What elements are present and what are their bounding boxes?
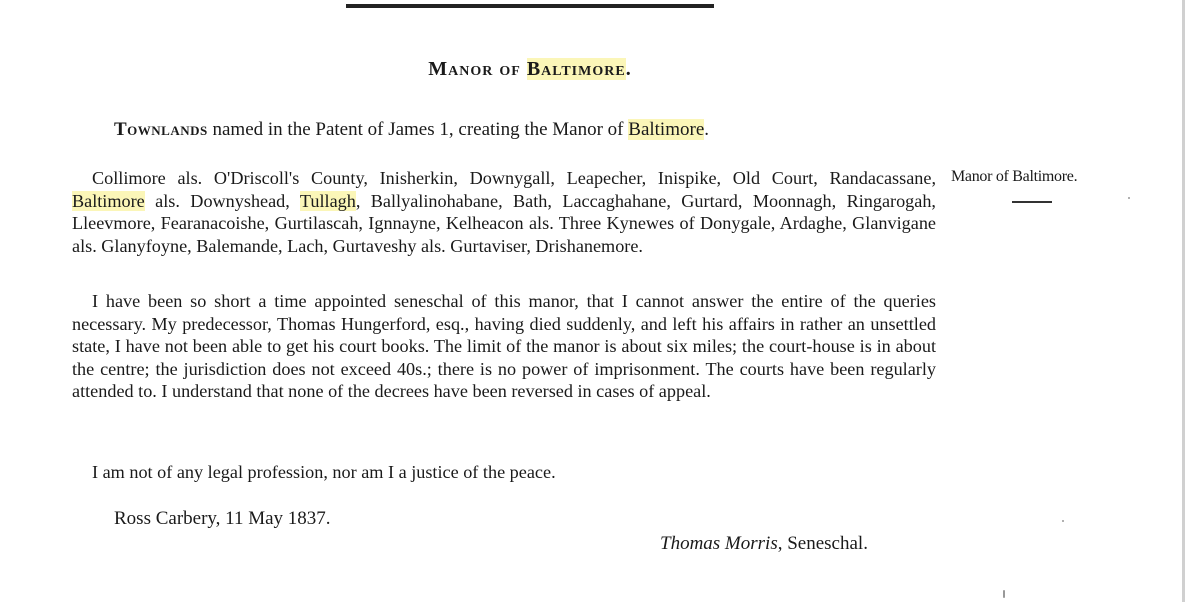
signature xyxy=(660,533,868,555)
scan-speck xyxy=(1062,520,1064,522)
scan-speck xyxy=(1003,590,1005,598)
townlands-list-part3: , Ballyalinohabane, Bath, Laccaghahane, Gurtard, Moonnagh, Ringarogah, Lleevmore, Fearanacoishe, Gurtilascah, Ignnayne, Kelheacon als. Three Kynewes of Donygale, Ardaghe, Glanvigane als. Glanyfoyne, Balemande, Lach, Gurtaveshy als. Gurtaviser, Drishanemore. xyxy=(72,190,936,256)
townlands-heading-suffix: . xyxy=(704,119,709,140)
townlands-list-part2: als. Downyshead, xyxy=(144,190,300,211)
scan-speck xyxy=(1128,197,1130,199)
profession-statement: I am not of any legal profession, nor am I a justice of the peace. xyxy=(92,462,556,482)
place-date: Ross Carbery, 11 May 1837. xyxy=(114,508,331,529)
townlands-lead-word: Townlands xyxy=(114,119,208,140)
townlands-heading-highlight: Baltimore xyxy=(628,119,705,140)
signature-title: , Seneschal. xyxy=(777,533,868,554)
title-prefix: Manor of xyxy=(428,58,527,80)
townlands-heading-text: named in the Patent of James 1, creating the Manor of xyxy=(207,119,629,140)
sidenote-rule xyxy=(1012,201,1052,203)
townlands-list-paragraph xyxy=(72,167,936,257)
margin-sidenote: Manor of Baltimore. xyxy=(951,168,1078,185)
townlands-list-highlight-baltimore: Baltimore xyxy=(72,190,145,211)
top-rule xyxy=(346,4,714,8)
townlands-list-highlight-tullagh: Tullagh xyxy=(299,190,356,211)
title-highlight: Baltimore xyxy=(526,58,626,80)
title-suffix: . xyxy=(625,58,632,80)
townlands-heading xyxy=(114,119,709,141)
townlands-list-part1: Collimore als. O'Driscoll's County, Inisherkin, Downygall, Leapecher, Inispike, Old Court, Randacassane, xyxy=(92,168,936,188)
signature-name: Thomas Morris xyxy=(660,533,778,554)
page-title xyxy=(0,58,1060,81)
body-paragraph: I have been so short a time appointed seneschal of this manor, that I cannot answer the entire of the queries necessary. My predecessor, Thomas Hungerford, esq., having died suddenly, and left his affairs in rather an unsettled state, I have not been able to get his court books. The limit of the manor is about six miles; the court-house is in about the centre; the jurisdiction does not exceed 40s.; there is no power of imprisonment. The courts have been regularly attended to. I understand that none of the decrees have been reversed in cases of appeal. xyxy=(72,291,936,402)
